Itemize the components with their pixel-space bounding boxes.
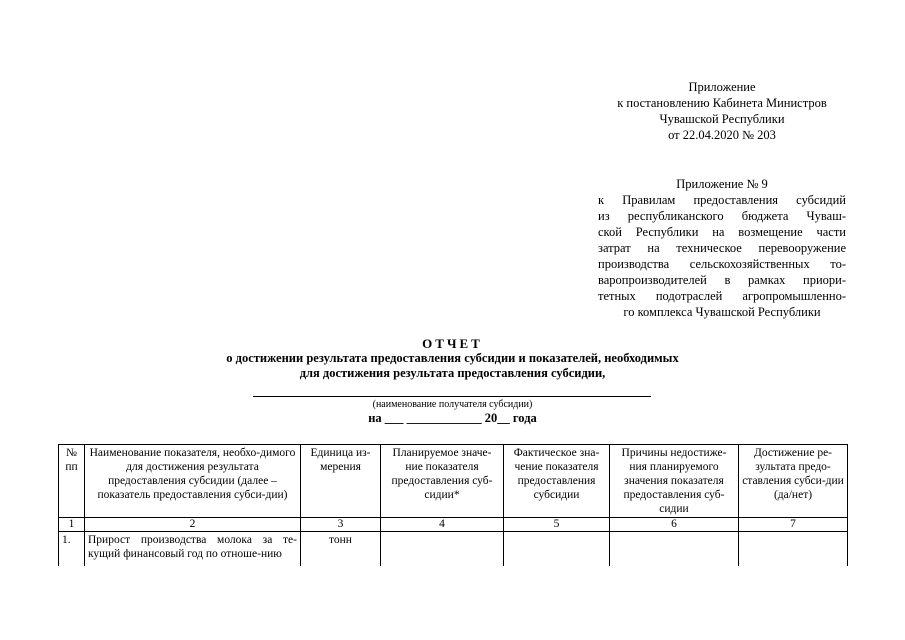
header-actual: Фактическое зна-чение показателя предоставления субсидии (504, 445, 610, 518)
col-number: 1 (59, 518, 85, 532)
header-unit: Единица из-мерения (301, 445, 381, 518)
header-planned: Планируемое значе-ние показателя предоставления суб-сидии* (381, 445, 504, 518)
report-date-line: на ___ ____________ 20__ года (368, 411, 537, 425)
column-number-row (59, 518, 848, 532)
report-table (58, 444, 848, 566)
col-number: 2 (85, 518, 301, 532)
row-num: 1. (59, 532, 85, 567)
col-number: 6 (610, 518, 739, 532)
rules-line: ской Республики на возмещение части (598, 225, 846, 239)
appendix-title: Приложение (688, 80, 756, 94)
report-subtitle-2: для достижения результата предоставления субсидии, (299, 366, 606, 380)
header-achieved: Достижение ре-зультата предо-ставления субси-дии (да/нет) (739, 445, 848, 518)
row-indicator-name: Прирост производства молока за те-кущий финансовый год по отноше-нию (85, 532, 301, 567)
col-number: 4 (381, 518, 504, 532)
row-unit: тонн (301, 532, 381, 567)
appendix-rules-title: Приложение № 9 (676, 177, 768, 191)
header-reasons: Причины недостиже-ния планируемого значения показателя предоставления суб-сидии (610, 445, 739, 518)
col-number: 5 (504, 518, 610, 532)
rules-line: из республиканского бюджета Чуваш- (598, 209, 846, 223)
row-planned (381, 532, 504, 567)
table-header-row (59, 445, 848, 518)
header-num: № пп (59, 445, 85, 518)
rules-line-last: го комплекса Чувашской Республики (623, 305, 821, 319)
rules-line: затрат на техническое перевооружение (598, 241, 846, 255)
appendix-decree: к постановлению Кабинета Министров (617, 96, 827, 110)
row-achieved (739, 532, 848, 567)
report-subtitle-1: о достижении результата предоставления субсидии и показателей, необходимых (226, 351, 679, 365)
row-actual (504, 532, 610, 567)
rules-line: варопроизводителей в рамках приори- (598, 273, 846, 287)
rules-line: к Правилам предоставления субсидий (598, 193, 846, 207)
appendix-republic: Чувашской Республики (659, 112, 785, 126)
table-row (59, 532, 848, 567)
rules-line: производства сельскохозяйственных то- (598, 257, 846, 271)
col-number: 7 (739, 518, 848, 532)
appendix-date: от 22.04.2020 № 203 (668, 128, 776, 142)
report-title: ОТЧЕТ (422, 336, 483, 351)
recipient-caption: (наименование получателя субсидии) (372, 399, 533, 410)
col-number: 3 (301, 518, 381, 532)
header-indicator-name: Наименование показателя, необхо-димого для достижения результата предоставления субсидии (далее – показатель предоставления субси-дии) (85, 445, 301, 518)
row-reasons (610, 532, 739, 567)
rules-line: тетных подотраслей агропромышленно- (598, 289, 846, 303)
